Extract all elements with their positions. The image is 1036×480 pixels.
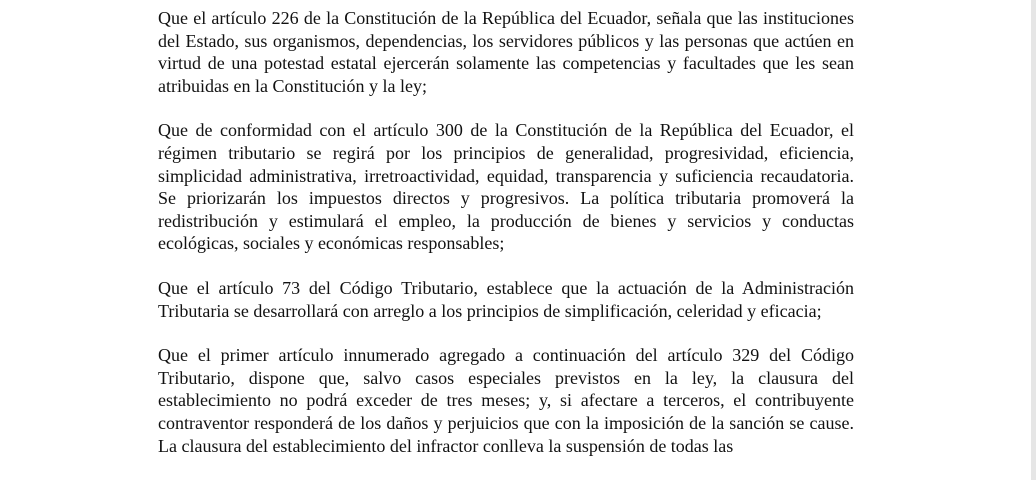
paragraph-article-300: Que de conformidad con el artículo 300 de la Constitución de la República del Ecuador, el régimen tributario se regirá por los principios de generalidad, progresividad, eficiencia, simplicidad administrativa, irretroactividad, equidad, transparencia y suficiencia recaudatoria. Se priorizarán los impuestos directos y progresivos. La política tributaria promoverá la redistribución y estimulará el empleo, la producción de bienes y servicios y conductas ecológicas, sociales y económicas responsables; xyxy=(158,120,854,254)
page-edge xyxy=(1031,0,1036,480)
document-body xyxy=(158,7,854,457)
paragraph-article-226: Que el artículo 226 de la Constitución de la República del Ecuador, señala que las instituciones del Estado, sus organismos, dependencias, los servidores públicos y las personas que actúen en virtud de una potestad estatal ejercerán solamente las competencias y facultades que les sean atribuidas en la Constitución y la ley; xyxy=(158,8,854,96)
paragraph-article-329: Que el primer artículo innumerado agregado a continuación del artículo 329 del Código Tributario, dispone que, salvo casos especiales previstos en la ley, la clausura del establecimiento no podrá exceder de tres meses; y, si afectare a terceros, el contribuyente contraventor responderá de los daños y perjuicios que con la imposición de la sanción se cause. La clausura del establecimiento del infractor conlleva la suspensión de todas las xyxy=(158,345,854,456)
paragraph-article-73: Que el artículo 73 del Código Tributario, establece que la actuación de la Administración Tributaria se desarrollará con arreglo a los principios de simplificación, celeridad y eficacia; xyxy=(158,277,854,321)
